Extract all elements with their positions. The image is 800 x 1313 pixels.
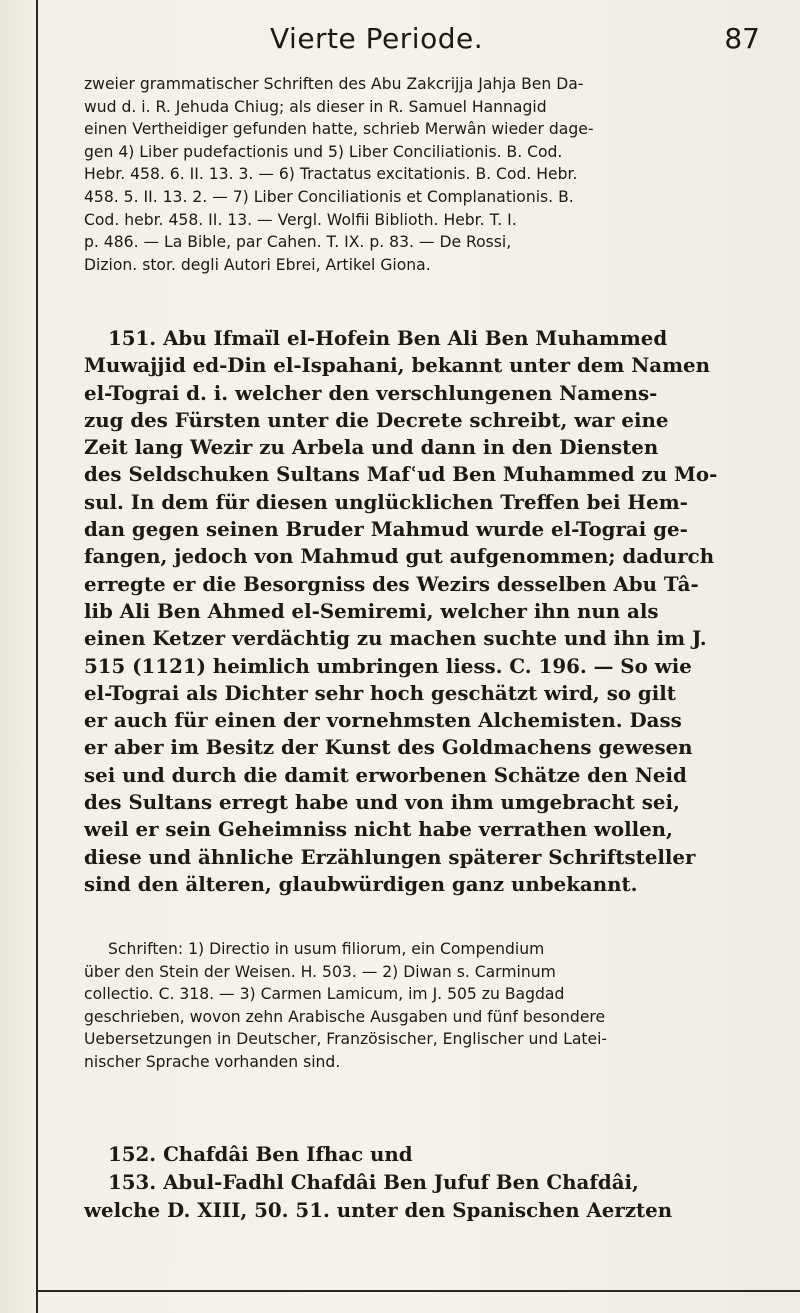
text-line: dan gegen seinen Bruder Mahmud wurde el-Tograi ge-: [84, 517, 688, 542]
text-line: Hebr. 458. 6. II. 13. 3. — 6) Tractatus excitationis. B. Cod. Hebr.: [84, 165, 578, 184]
text-line: geschrieben, wovon zehn Arabische Ausgaben und fünf besondere: [84, 1007, 606, 1026]
running-title: Vierte Periode.: [270, 22, 484, 55]
entries-152-153: [84, 1140, 774, 1224]
text-line: einen Ketzer verdächtig zu machen suchte und ihn im J.: [84, 626, 707, 651]
text-line: weil er sein Geheimniss nicht habe verrathen wollen,: [84, 817, 673, 842]
writings-heading-line: Schriften: 1) Directio in usum filiorum, ein Compendium: [108, 940, 545, 958]
text-line: 515 (1121) heimlich umbringen liess. C. 196. — So wie: [84, 653, 692, 678]
text-line: er auch für einen der vornehmsten Alchemisten. Dass: [84, 708, 682, 733]
text-line: sei und durch die damit erworbenen Schätze den Neid: [84, 762, 687, 787]
bottom-edge-line: [36, 1290, 800, 1292]
text-line: erregte er die Besorgniss des Wezirs desselben Abu Tâ-: [84, 571, 699, 596]
binding-edge-line: [36, 0, 38, 1313]
text-line: nischer Sprache vorhanden sind.: [84, 1052, 341, 1071]
text-line: sul. In dem für diesen unglücklichen Treffen bei Hem-: [84, 489, 688, 514]
entry-heading-line: 153. Abul-Fadhl Chafdâi Ben Jufuf Ben Chafdâi,: [108, 1170, 639, 1194]
text-line: zweier grammatischer Schriften des Abu Zakcrijja Jahja Ben Da-: [84, 75, 584, 93]
entry-heading-line: 151. Abu Ifmaïl el-Hofein Ben Ali Ben Muhammed: [108, 326, 668, 350]
text-line: gen 4) Liber pudefactionis und 5) Liber Conciliationis. B. Cod.: [84, 142, 563, 161]
text-line: Muwajjid ed-Din el-Ispahani, bekannt unter dem Namen: [84, 353, 711, 378]
text-line: sind den älteren, glaubwürdigen ganz unbekannt.: [84, 871, 638, 896]
text-line: el-Tograi d. i. welcher den verschlungenen Namens-: [84, 380, 658, 405]
text-line: des Seldschuken Sultans Mafʿud Ben Muhammed zu Mo-: [84, 462, 718, 487]
text-line: Zeit lang Wezir zu Arbela und dann in den Diensten: [84, 435, 659, 460]
text-line: er aber im Besitz der Kunst des Goldmachens gewesen: [84, 735, 693, 760]
text-line: einen Vertheidiger gefunden hatte, schrieb Merwân wieder dage-: [84, 120, 594, 139]
text-line: zug des Fürsten unter die Decrete schreibt, war eine: [84, 407, 669, 432]
footnote-block: [84, 73, 774, 276]
text-line: el-Tograi als Dichter sehr hoch geschätzt wird, so gilt: [84, 680, 676, 705]
text-line: lib Ali Ben Ahmed el-Semiremi, welcher ihn nun als: [84, 598, 659, 623]
text-line: fangen, jedoch von Mahmud gut aufgenommen; dadurch: [84, 544, 715, 569]
text-line: wud d. i. R. Jehuda Chiug; als dieser in R. Samuel Hannagid: [84, 97, 547, 116]
text-line: des Sultans erregt habe und von ihm umgebracht sei,: [84, 790, 680, 815]
entry-151-body: [84, 325, 774, 898]
text-line: diese und ähnliche Erzählungen späterer Schriftsteller: [84, 844, 696, 869]
text-line: über den Stein der Weisen. H. 503. — 2) Diwan s. Carminum: [84, 962, 556, 981]
writings-block: [84, 938, 774, 1073]
text-line: Cod. hebr. 458. II. 13. — Vergl. Wolfii Biblioth. Hebr. T. I.: [84, 210, 517, 229]
text-line: Dizion. stor. degli Autori Ebrei, Artikel Giona.: [84, 255, 431, 274]
entry-heading-line: 152. Chafdâi Ben Ifhac und: [108, 1142, 413, 1166]
page-number: 87: [724, 22, 760, 55]
page-header: [0, 22, 800, 62]
text-line: Uebersetzungen in Deutscher, Französischer, Englischer und Latei-: [84, 1030, 608, 1048]
text-line: 458. 5. II. 13. 2. — 7) Liber Conciliationis et Complanationis. B.: [84, 187, 574, 206]
text-line: welche D. XIII, 50. 51. unter den Spanischen Aerzten: [84, 1198, 673, 1222]
text-line: collectio. C. 318. — 3) Carmen Lamicum, im J. 505 zu Bagdad: [84, 985, 565, 1003]
text-line: p. 486. — La Bible, par Cahen. T. IX. p. 83. — De Rossi,: [84, 233, 512, 252]
